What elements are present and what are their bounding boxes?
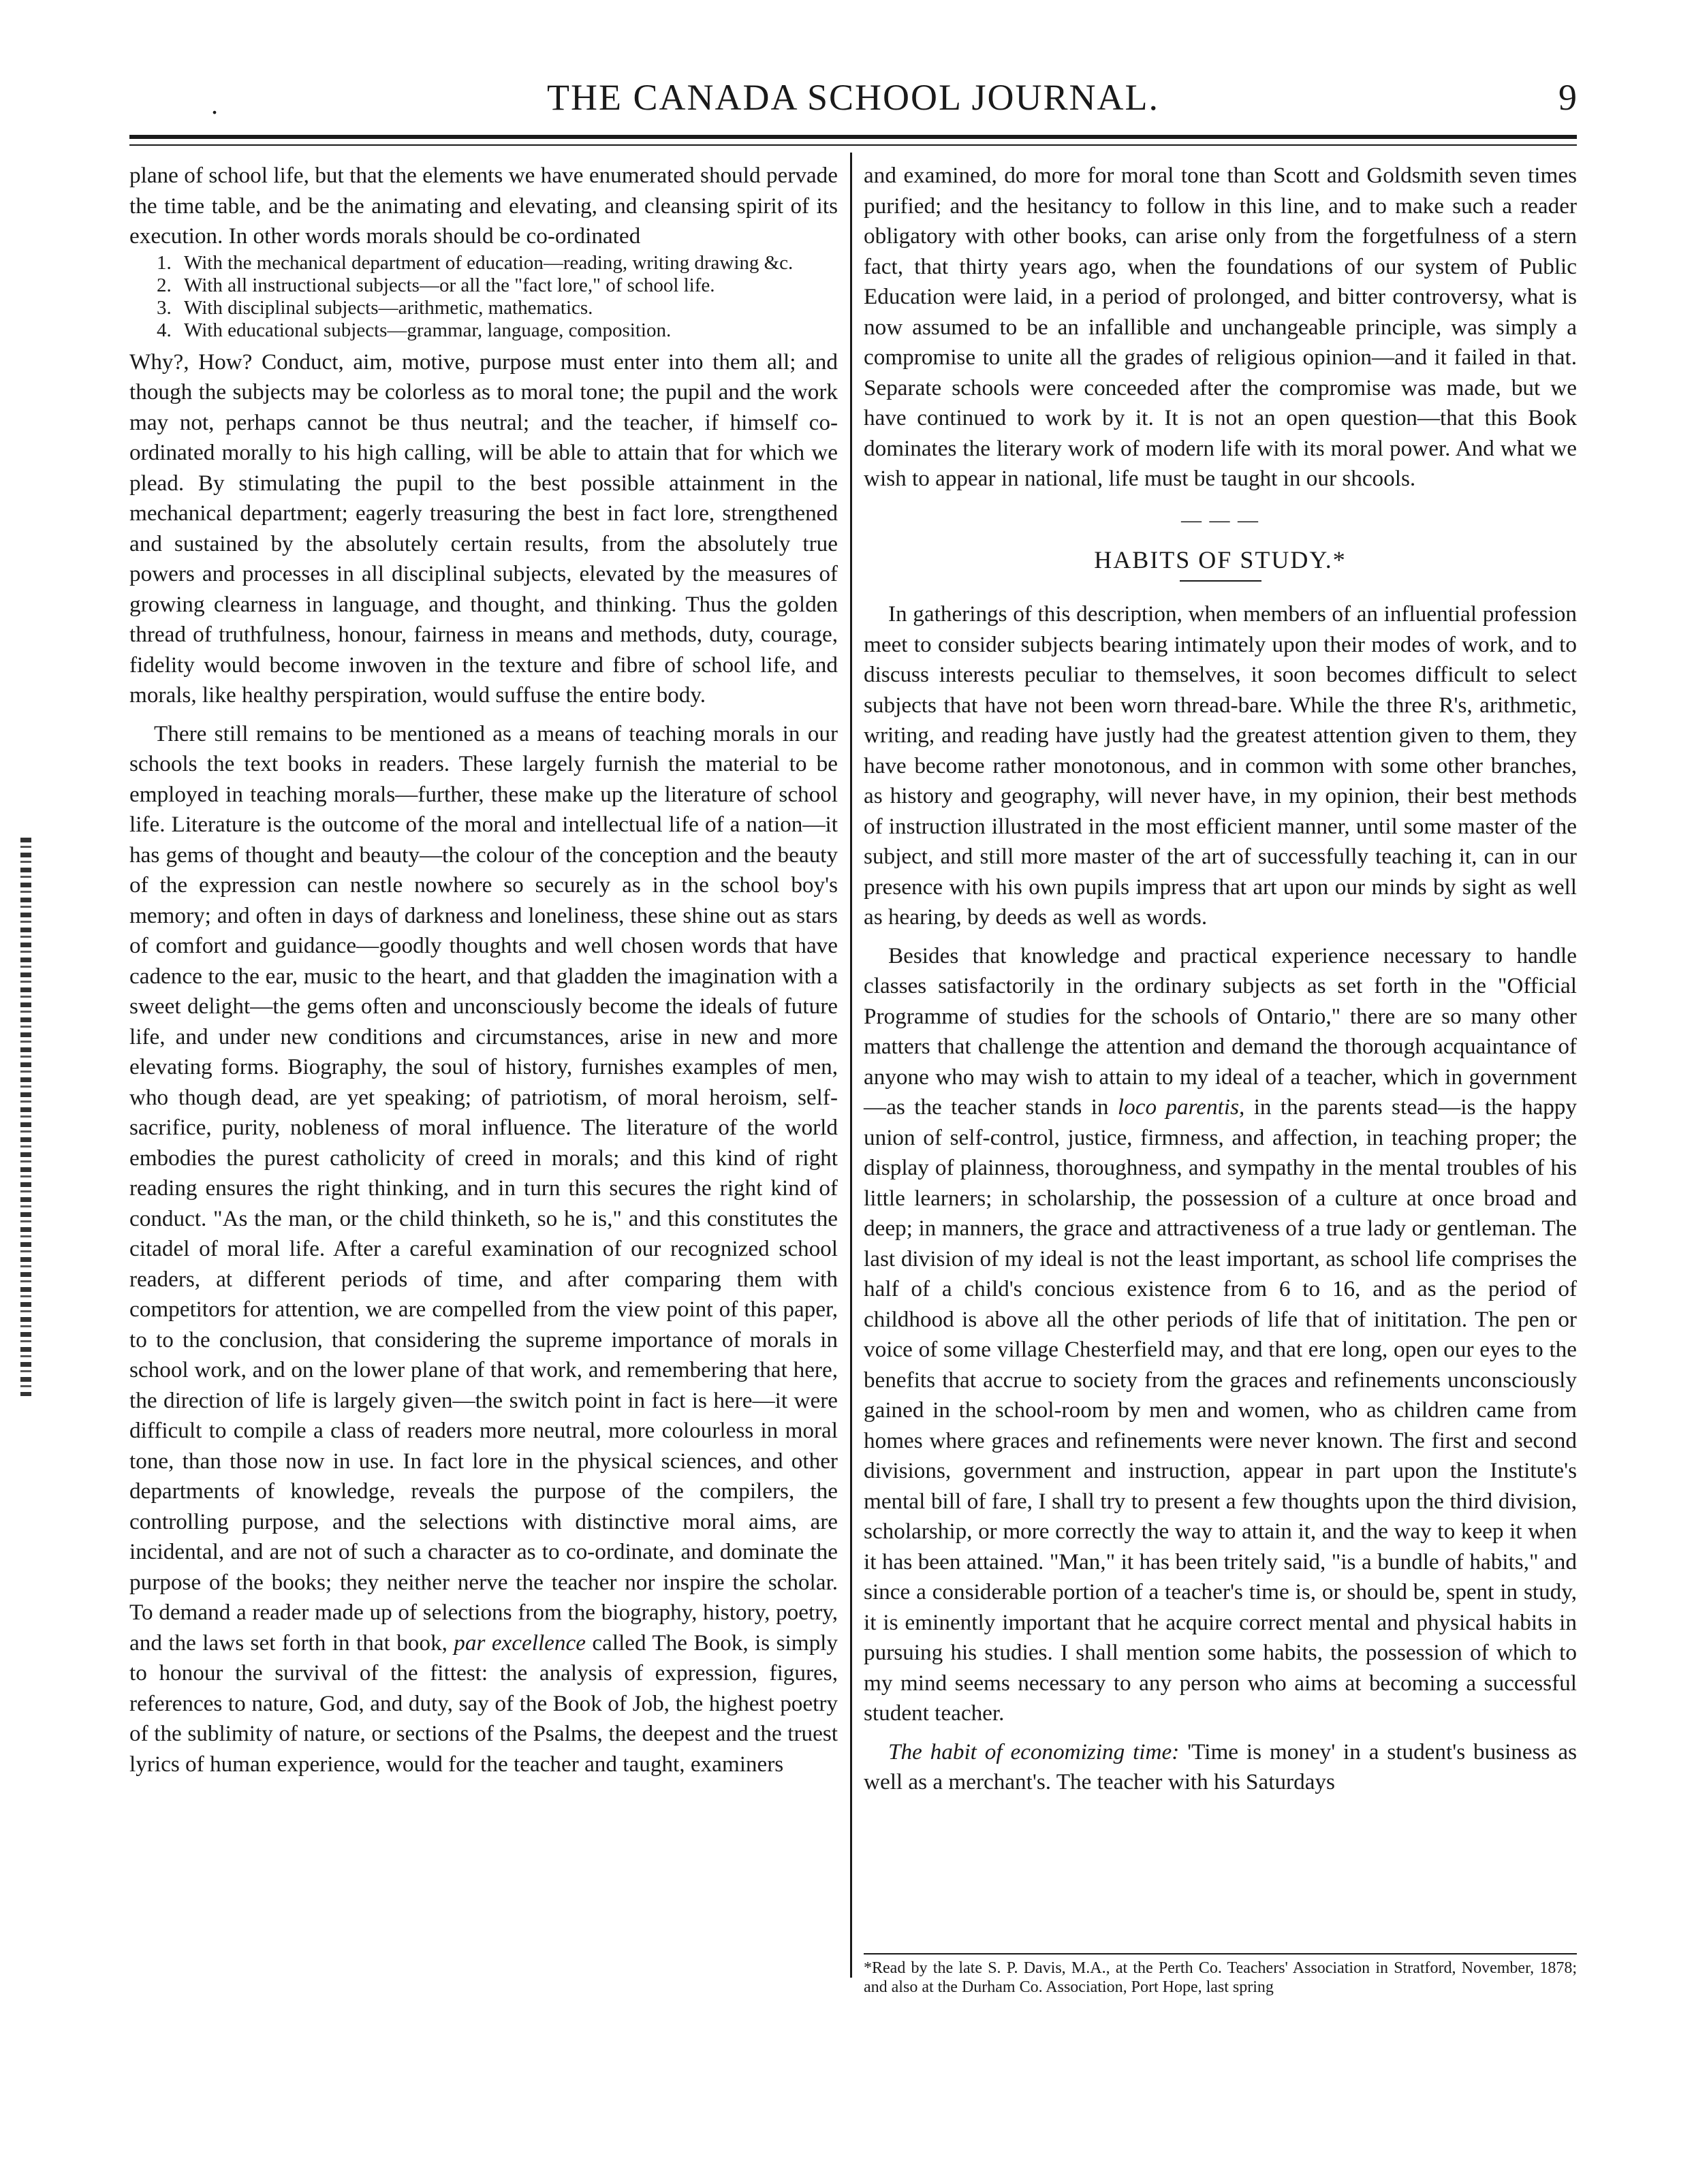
page-number: 9 bbox=[1558, 77, 1577, 118]
header-rule-thick bbox=[129, 135, 1577, 139]
right-paragraph-4: The habit of economizing time: 'Time is money' in a student's business as well as a merchant's. The teacher with his Saturdays bbox=[864, 1739, 1577, 1794]
section-separator: — — — bbox=[1181, 508, 1259, 531]
scan-edge-mark bbox=[20, 838, 31, 1396]
right-column bbox=[864, 161, 1577, 1798]
header-dot: . bbox=[211, 89, 218, 120]
right-paragraph-3: Besides that knowledge and practical experience necessary to handle classes satisfactorily in the ordinary subjects as set forth in the "Official Programme of studies for the schools of Ontario," there are so many other matters that challenge the attention and demand the thorough acquaintance of anyone who may wish to attain to my ideal of a teacher, which in government—as the teacher stands in loco parentis, in the parents stead—is the happy union of self-control, justice, firmness, and affection, in teaching proper; the display of plainness, thoroughness, and sympathy in the mental troubles of his little learners; in scholarship, the possession of a culture at once broad and deep; in manners, the grace and attractiveness of a true lady or gentleman. The last division of my ideal is not the least important, as school life comprises the half of a child's concious existence from 6 to 16, and as the period of childhood is above all the other periods of life that of inititation. The pen or voice of some village Chesterfield may, and that ere long, open our eyes to the benefits that accrue to society from the graces and refinements unconsciously gained in the school-room by men and women, who as children came from homes where graces and refinements were never known. The first and second divisions, government and instruction, appear in part upon the Institute's mental bill of fare, I shall try to present a few thoughts upon the third division, scholarship, or more correctly the way to attain it, and the way to keep it when it has been attained. "Man," it has been tritely said, "is a bundle of habits," and since a considerable portion of a teacher's time is, or should be, spent in study, it is eminently important that he acquire correct mental and physical habits in pursuing his studies. I shall mention some habits, the possession of which to my mind seems necessary to any person who aims at becoming a successful student teacher. bbox=[864, 943, 1577, 1726]
list-item: 2. With all instructional subjects—or all the "fact lore," of school life. bbox=[157, 274, 715, 296]
running-head bbox=[129, 76, 1577, 124]
list-item: 3. With disciplinal subjects—arithmetic, mathematics. bbox=[157, 296, 593, 319]
list-item: 1. With the mechanical department of education—reading, writing drawing &c. bbox=[157, 251, 794, 274]
coordination-list bbox=[129, 252, 838, 347]
left-column bbox=[129, 161, 838, 1779]
header-rule-thin bbox=[129, 144, 1577, 146]
title-rule bbox=[1180, 580, 1261, 582]
right-paragraph-2: In gatherings of this description, when members of an influential profession meet to consider subjects bearing intimately upon their modes of work, and to discuss interests peculiar to themselves, it soon becomes difficult to select subjects that have not been worn thread-bare. While the three R's, arithmetic, writing, and reading have justly had the greatest attention given to them, they have become rather monotonous, and in common with some other branches, as history and geography, will never have, in my opinion, their best methods of instruction illustrated in the most efficient manner, until some master of the subject, and still more master of the art of successfully teaching it, can in our presence with his own pupils impress that art upon our minds by sight as well as hearing, by deeds as well as words. bbox=[864, 601, 1577, 930]
left-paragraph-1: plane of school life, but that the elements we have enumerated should pervade the time table, and be the animating and elevating, and cleansing spirit of its execution. In other words morals should be co-ordinated bbox=[129, 163, 838, 249]
left-paragraph-3: There still remains to be mentioned as a means of teaching morals in our schools the text books in readers. These largely furnish the material to be employed in teaching morals—further, these make up the literature of school life. Literature is the outcome of the moral and intellectual life of a nation—it has gems of thought and beauty—the colour of the conception and the beauty of the expression can nestle nowhere so securely as in the school boy's memory; and often in days of darkness and loneliness, these shine out as stars of comfort and guidance—goodly thoughts and well chosen words that have cadence to the ear, music to the heart, and that gladden the imagination with a sweet delight—the gems often and unconsciously become the ideals of future life, and under new conditions and circumstances, arise in new and more elevating forms. Biography, the soul of history, furnishes examples of men, who though dead, are yet speaking; of patriotism, of moral heroism, self-sacrifice, purity, nobleness of moral influence. The literature of the world embodies the purest catholicity of creed in morals; and this kind of right reading ensures the right thinking, and in turn this secures the right kind of conduct. "As the man, or the child thinketh, so he is," and this constitutes the citadel of moral life. After a careful examination of our recognized school readers, at different periods of time, and after comparing them with competitors for attention, we are compelled from the view point of this paper, to to the conclusion, that considering the supreme importance of morals in school work, and on the lower plane of that work, and remembering that here, the direction of life is largely given—the switch point in fact is here—it were difficult to compile a class of readers more neutral, more colourless in moral tone, than those now in use. In fact lore in the physical sciences, and other departments of knowledge, reveals the purpose of the compilers, the controlling purpose, and the selections with distinctive moral aims, are incidental, and are not of such a character as to co-ordinate, and dominate the purpose of the books; they neither nerve the teacher nor inspire the scholar. To demand a reader made up of selections from the biography, history, poetry, and the laws set forth in that book, par excellence called The Book, is simply to honour the survival of the fittest: the analysis of expression, figures, references to nature, God, and duty, say of the Book of Job, the highest poetry of the sublimity of nature, or sections of the Psalms, the deepest and the truest lyrics of human experience, would for the teacher and taught, examiners bbox=[129, 721, 838, 1777]
left-paragraph-2: Why?, How? Conduct, aim, motive, purpose must enter into them all; and though the subjects may be colorless as to moral tone; the pupil and the work may not, perhaps cannot be thus neutral; and the teacher, if himself co-ordinated morally to his high calling, will be able to attain that for which we plead. By stimulating the pupil to the best possible attainment in the mechanical department; eagerly treasuring the best in fact lore, strengthened and sustained by the absolutely certain results, from the absolutely true powers and processes in all disciplinal subjects, elevated by the measures of growing clearness in language, and thought, and thinking. Thus the golden thread of truthfulness, honour, fairness in means and methods, duty, courage, fidelity would become inwoven in the texture and fibre of school life, and morals, like healthy perspiration, would suffuse the entire body. bbox=[129, 349, 838, 708]
journal-title: THE CANADA SCHOOL JOURNAL. bbox=[546, 77, 1160, 118]
right-paragraph-1: and examined, do more for moral tone than Scott and Goldsmith seven times purified; and the hesitancy to follow in this line, and to make such a reader obligatory with other books, can arise only from the forgetfulness of a stern fact, that thirty years ago, when the foundations of our system of Public Education were laid, in a period of prolonged, and bitter controversy, what is now assumed to be an infallible and unchangeable principle, was simply a compromise to unite all the grades of religious opinion—and it failed in that. Separate schools were conceeded after the compromise was made, but we have continued to work by it. It is not an open question—that this Book dominates the literary work of modern life with its moral power. And what we wish to appear in national, life must be taught in our shcools. bbox=[864, 163, 1577, 491]
footnote-rule bbox=[864, 1953, 1577, 1954]
section-title: HABITS OF STUDY.* bbox=[1094, 545, 1347, 573]
column-divider bbox=[850, 153, 852, 1978]
list-item: 4. With educational subjects—grammar, language, composition. bbox=[157, 319, 672, 341]
footnote: *Read by the late S. P. Davis, M.A., at the Perth Co. Teachers' Association in Stratford, November, 1878; and also at the Durham Co. Association, Port Hope, last spring bbox=[864, 1959, 1577, 1996]
